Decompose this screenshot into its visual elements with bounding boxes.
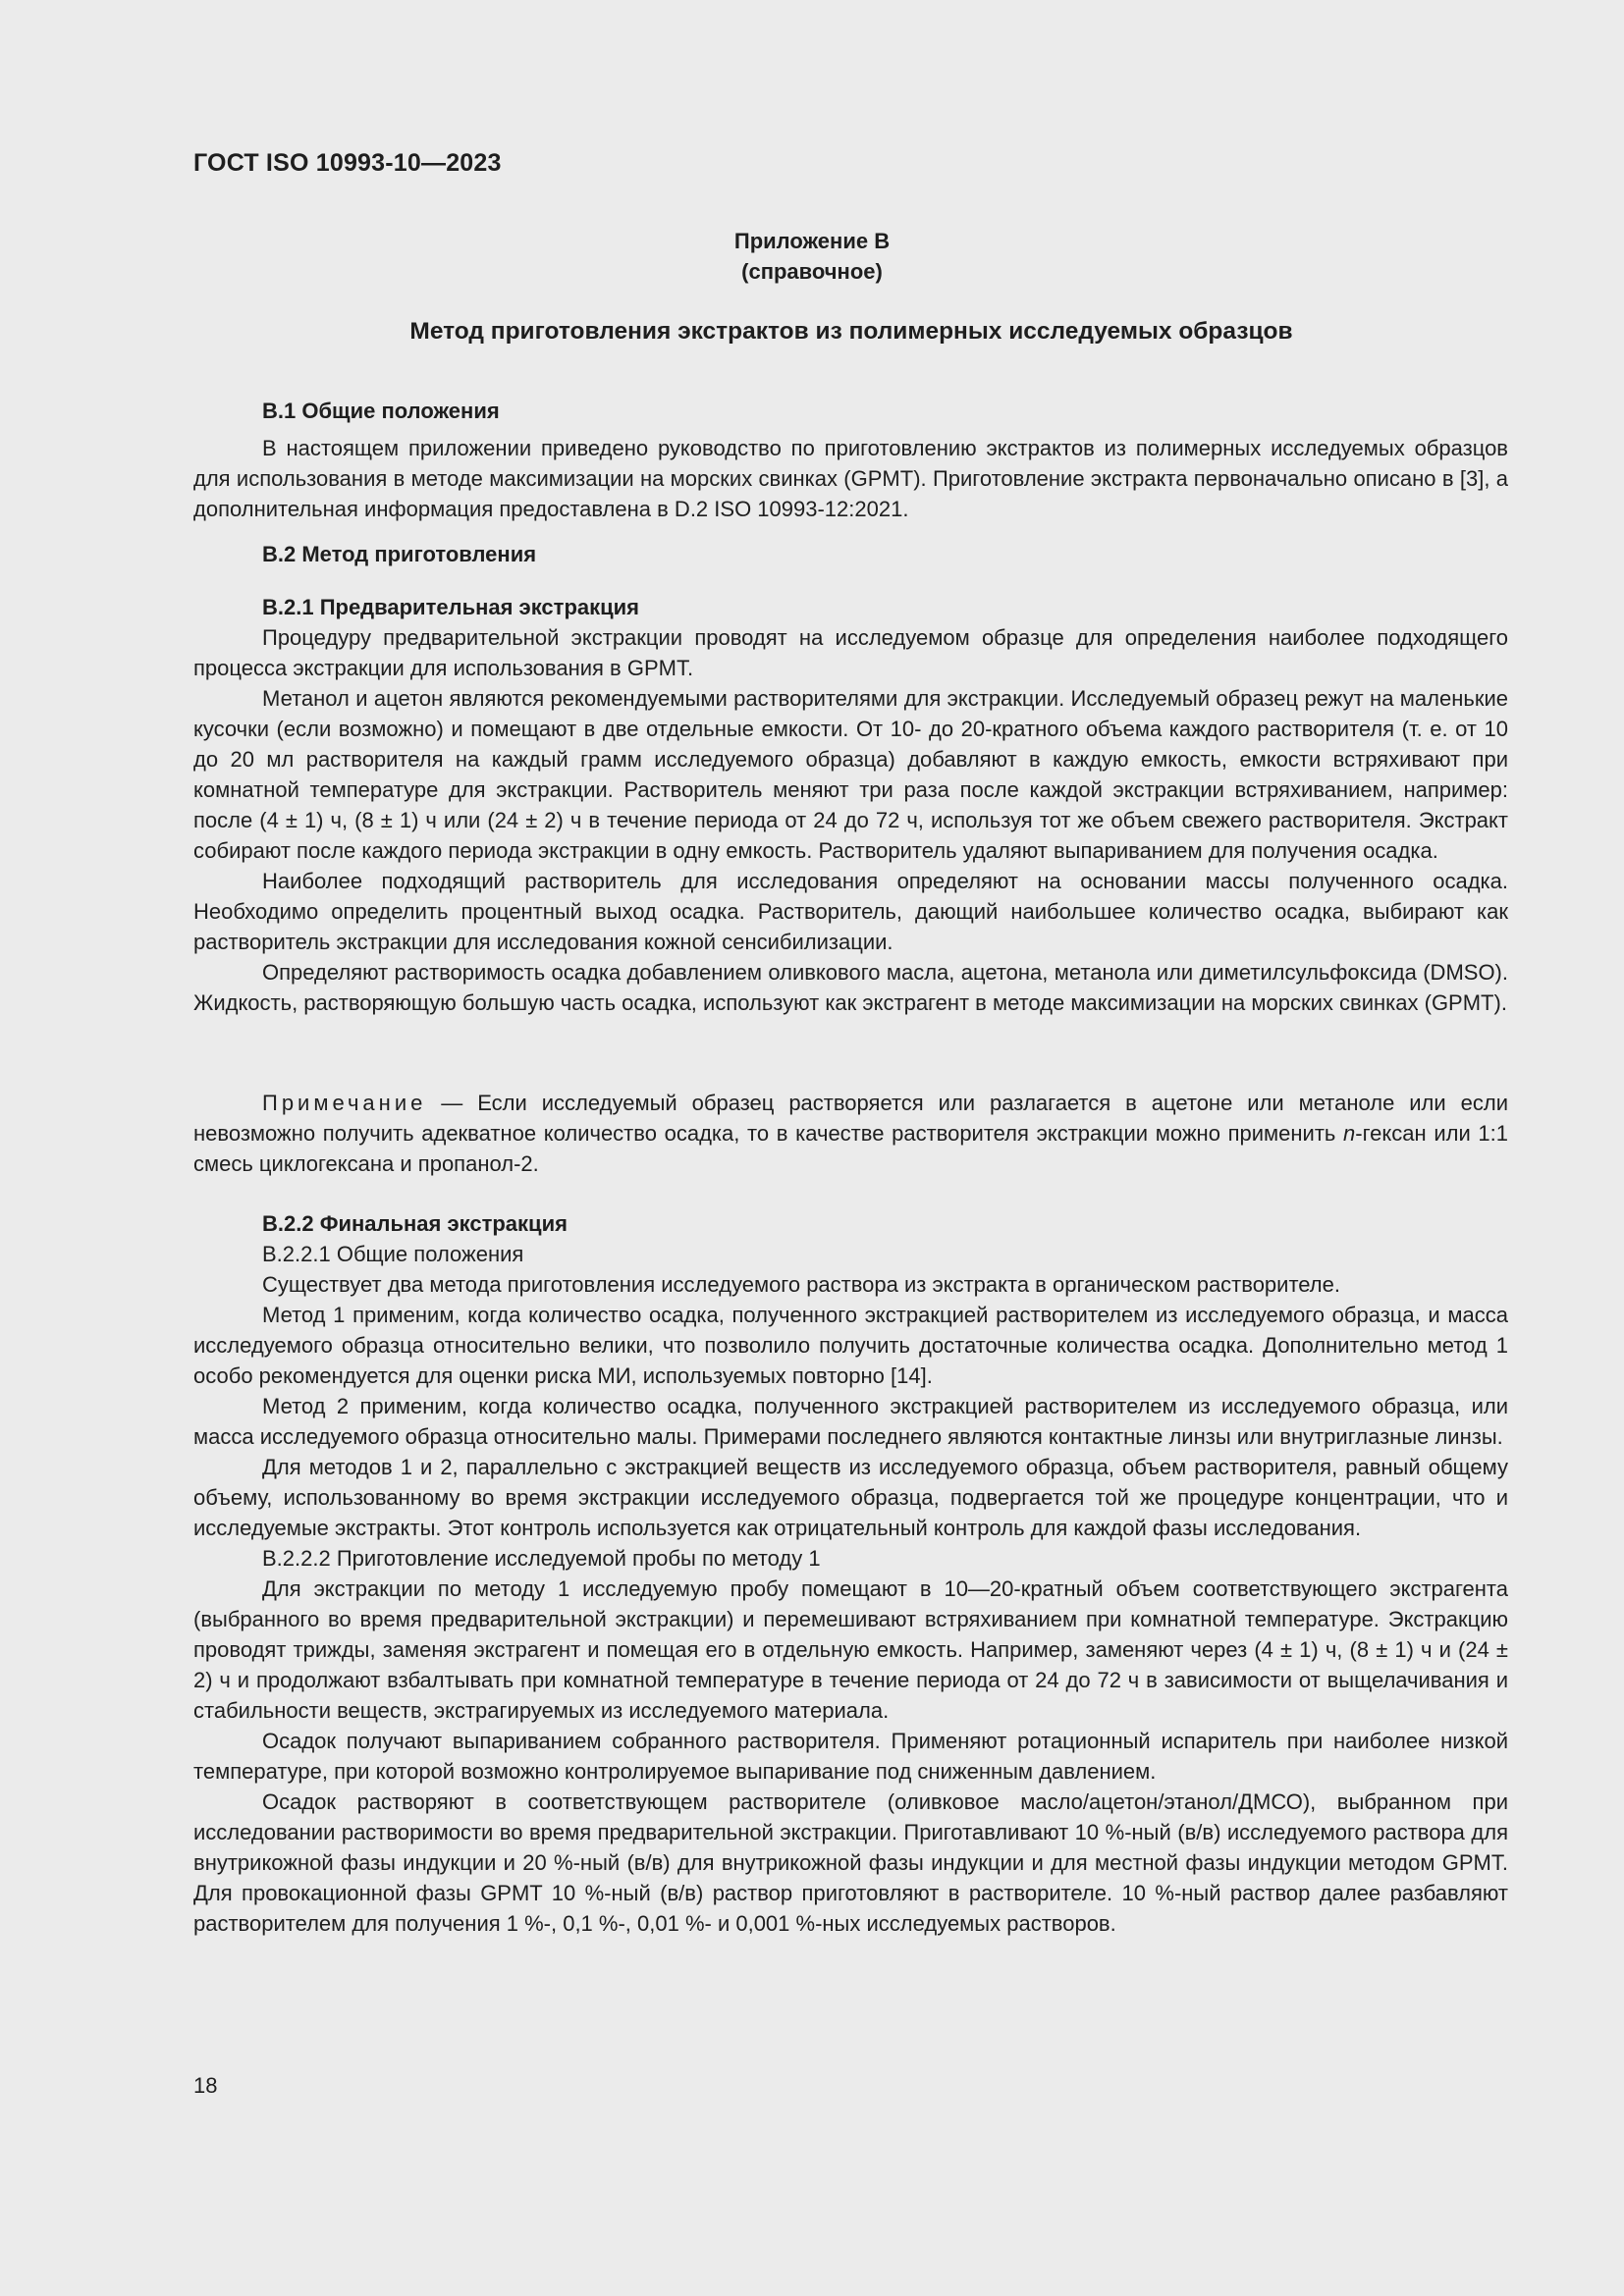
section-b22-paragraph-7: Осадок растворяют в соответствующем растворителе (оливковое масло/ацетон/этанол/ДМСО), выбранном при исследовании растворимости во время предварительной экстракции. Приготавливают 10 %-ный (в/в) исследуемого раствора для внутрикожной фазы индукции и 20 %-ный (в/в) для внутрикожной фазы индукции и для местной фазы индукции методом GPMT. Для провокационной фазы GPMT 10 %-ный (в/в) раствор приготовляют в растворителе. 10 %-ный раствор далее разбавляют растворителем для получения 1 %-, 0,1 %-, 0,01 %- и 0,001 %-ных исследуемых растворов. bbox=[193, 1789, 1508, 1936]
section-b21-paragraph-3: Наиболее подходящий растворитель для исследования определяют на основании массы полученного осадка. Необходимо определить процентный выход осадка. Растворитель, дающий наибольшее количество осадка, выбирают как растворитель экстракции для исследования кожной сенсибилизации. bbox=[193, 869, 1508, 954]
section-b1-paragraph-1: В настоящем приложении приведено руководство по приготовлению экстрактов из полимерных исследуемых образцов для использования в методе максимизации на морских свинках (GPMT). Приготовление экстракта первоначально описано в [3], а дополнительная информация предоставлена в D.2 ISO 10993-12:2021. bbox=[193, 436, 1508, 521]
section-b22-paragraph-4: Для методов 1 и 2, параллельно с экстракцией веществ из исследуемого образца, объем растворителя, равный общему объему, использованному во время экстракции исследуемого образца, подвергается той же процедуре концентрации, что и исследуемые экстракты. Этот контроль используется как отрицательный контроль для каждой фазы исследования. bbox=[193, 1455, 1508, 1540]
page-number: 18 bbox=[193, 2073, 218, 2098]
section-b22-paragraph-1: Существует два метода приготовления исследуемого раствора из экстракта в органическом растворителе. bbox=[262, 1272, 1340, 1297]
section-b22-paragraph-3: Метод 2 применим, когда количество осадка, полученного экстракцией растворителем из исследуемого образца, или масса исследуемого образца относительно малы. Примерами последнего являются контактные линзы или внутриглазные линзы. bbox=[193, 1394, 1508, 1449]
main-title: Метод приготовления экстрактов из полимерных исследуемых образцов bbox=[409, 318, 1293, 345]
section-b22-paragraph-2: Метод 1 применим, когда количество осадка, полученного экстракцией растворителем из исследуемого образца, и масса исследуемого образца относительно велики, что позволило получить достаточные количества осадка. Дополнительно метод 1 особо рекомендуется для оценки риска МИ, используемых повторно [14]. bbox=[193, 1303, 1508, 1388]
note-text-1: Если исследуемый образец растворяется или разлагается в ацетоне или метаноле или если невозможно получить адекватное количество осадка, то в качестве растворителя экстракции можно применить bbox=[193, 1091, 1508, 1146]
note-dash: — bbox=[426, 1091, 478, 1115]
section-b22-paragraph-5: Для экстракции по методу 1 исследуемую пробу помещают в 10—20-кратный объем соответствующего экстрагента (выбранного во время предварительной экстракции) и перемешивают встряхиванием при комнатной температуре. Экстракцию проводят трижды, заменяя экстрагент и помещая его в отдельную емкость. Например, заменяют через (4 ± 1) ч, (8 ± 1) ч и (24 ± 2) ч и продолжают взбалтывать при комнатной температуре в течение периода от 24 до 72 ч в зависимости от выщелачивания и стабильности веществ, экстрагируемых из исследуемого материала. bbox=[193, 1576, 1508, 1723]
appendix-heading bbox=[0, 226, 1624, 287]
note-block bbox=[193, 1088, 1508, 1179]
section-b21-heading: В.2.1 Предварительная экстракция bbox=[262, 595, 640, 619]
subsection-b221-heading: В.2.2.1 Общие положения bbox=[262, 1242, 524, 1266]
section-b21-text bbox=[193, 622, 1508, 1018]
section-b22-text bbox=[193, 1239, 1508, 1939]
subsection-b222-heading: В.2.2.2 Приготовление исследуемой пробы по методу 1 bbox=[262, 1546, 821, 1571]
section-b22-heading: В.2.2 Финальная экстракция bbox=[262, 1211, 568, 1236]
note-label: Примечание bbox=[262, 1091, 427, 1115]
section-b21-paragraph-1: Процедуру предварительной экстракции проводят на исследуемом образце для определения наиболее подходящего процесса экстракции для использования в GPMT. bbox=[193, 625, 1508, 680]
appendix-status: (справочное) bbox=[741, 259, 883, 284]
section-b22-paragraph-6: Осадок получают выпариванием собранного растворителя. Применяют ротационный испаритель при наиболее низкой температуре, при которой возможно контролируемое выпаривание под сниженным давлением. bbox=[193, 1729, 1508, 1784]
note-italic-n: n bbox=[1343, 1121, 1356, 1146]
section-b1-heading: В.1 Общие положения bbox=[262, 399, 500, 423]
document-code: ГОСТ ISO 10993-10—2023 bbox=[193, 149, 502, 177]
section-b21-paragraph-2: Метанол и ацетон являются рекомендуемыми растворителями для экстракции. Исследуемый образец режут на маленькие кусочки (если возможно) и помещают в две отдельные емкости. От 10- до 20-кратного объема каждого растворителя (т. е. от 10 до 20 мл растворителя на каждый грамм исследуемого образца) добавляют в каждую емкость, емкости встряхивают при комнатной температуре для экстракции. Растворитель меняют три раза после каждой экстракции встряхиванием, например: после (4 ± 1) ч, (8 ± 1) ч или (24 ± 2) ч в течение периода от 24 до 72 ч, используя тот же объем свежего растворителя. Экстракт собирают после каждого периода экстракции в одну емкость. Растворитель удаляют выпариванием для получения осадка. bbox=[193, 686, 1508, 863]
section-b21-paragraph-4: Определяют растворимость осадка добавлением оливкового масла, ацетона, метанола или диметилсульфоксида (DMSO). Жидкость, растворяющую большую часть осадка, используют как экстрагент в методе максимизации на морских свинках (GPMT). bbox=[193, 960, 1508, 1015]
appendix-title: Приложение В bbox=[733, 229, 891, 253]
note-text-2: -гексан или 1:1 смесь циклогексана и пропанол-2. bbox=[193, 1121, 1508, 1176]
section-b2-heading: В.2 Метод приготовления bbox=[262, 542, 537, 566]
